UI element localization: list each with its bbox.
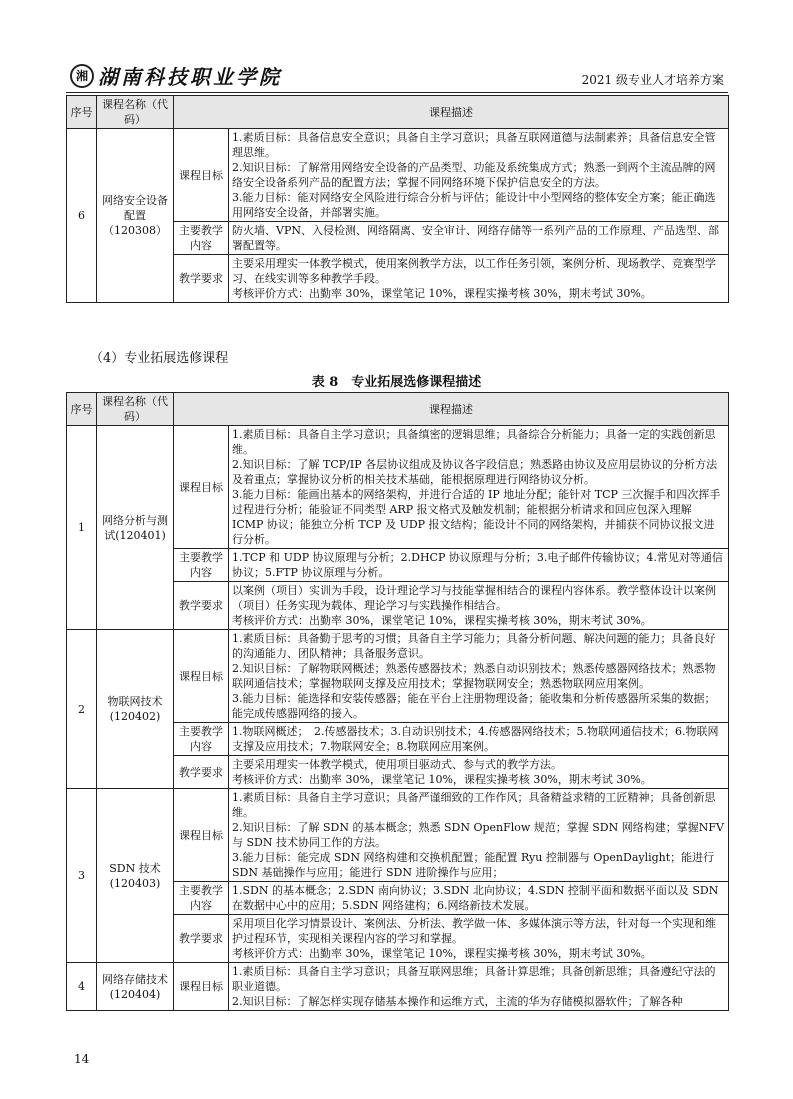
description-type: 课程目标 [174, 426, 229, 549]
description-text [229, 630, 729, 723]
course-name: 物联网技术(120402) [97, 630, 174, 789]
description-type: 课程目标 [174, 789, 229, 882]
school-name: 湖南科技职业学院 [98, 65, 282, 89]
description-line: 1.素质目标：具备信息安全意识；具备自主学习意识；具备互联网道德与法制素养；具备信息安全管理思维。 [232, 131, 716, 159]
description-text [229, 789, 729, 882]
page-number: 14 [74, 1052, 90, 1066]
description-text [229, 582, 729, 630]
description-line: 1.物联网概述； 2.传感器技术；3.自动识别技术；4.传感器网络技术；5.物联网通信技术；6.物联网支撑及应用技术；7.物联网安全；8.物联网应用案例。 [232, 725, 719, 753]
course-name: 网络安全设备配置（120308） [97, 129, 174, 303]
description-text [229, 723, 729, 756]
description-line: 1.素质目标：具备自主学习意识；具备缜密的逻辑思维；具备综合分析能力；具备一定的实践创新思维。 [232, 428, 716, 456]
description-type: 主要教学内容 [174, 549, 229, 582]
description-text [229, 963, 729, 1011]
description-type: 课程目标 [174, 963, 229, 1011]
header-desc: 课程描述 [174, 96, 729, 129]
description-line: 1.素质目标：具备自主学习意识；具备严谨细致的工作作风；具备精益求精的工匠精神；具备创新思维。 [232, 791, 716, 819]
description-type: 教学要求 [174, 756, 229, 789]
description-line: 3.能力目标：能对网络安全风险进行综合分析与评估；能设计中小型网络的整体安全方案；能正确选用网络安全设备，并部署实施。 [232, 191, 716, 219]
table-header-row [67, 393, 729, 426]
header-name: 课程名称（代码） [97, 393, 174, 426]
description-text [229, 255, 729, 303]
description-line: 防火墙、VPN、入侵检测、网络隔离、安全审计、网络存储等一系列产品的工作原理、产品选型、部署配置等。 [232, 224, 719, 252]
table-caption: 表 8 专业拓展选修课程描述 [311, 375, 482, 390]
description-type: 教学要求 [174, 255, 229, 303]
table-row [67, 630, 729, 723]
description-line: 1.SDN 的基本概念；2.SDN 南向协议；3.SDN 北向协议；4.SDN 控制平面和数据平面以及 SDN在数据中心中的应用；5.SDN 网络建构；6.网络新技术发展。 [232, 884, 719, 912]
course-table-1 [66, 95, 729, 303]
description-line: 1.TCP 和 UDP 协议原理与分析；2.DHCP 协议原理与分析；3.电子邮件传输协议；4.常见对等通信协议；5.FTP 协议原理与分析。 [232, 551, 723, 579]
course-name: 网络分析与测试(120401) [97, 426, 174, 630]
header-desc: 课程描述 [174, 393, 729, 426]
table-row [67, 129, 729, 222]
course-number: 3 [67, 789, 97, 963]
description-type: 主要教学内容 [174, 723, 229, 756]
description-line: 考核评价方式：出勤率 30%，课堂笔记 10%，课程实操考核 30%，期末考试 30%。 [232, 287, 652, 300]
description-line: 考核评价方式：出勤率 30%，课堂笔记 10%，课程实操考核 30%，期末考试 30%。 [232, 614, 652, 627]
school-logo: 湘 [70, 64, 94, 88]
description-type: 教学要求 [174, 582, 229, 630]
description-text [229, 756, 729, 789]
header-no: 序号 [67, 96, 97, 129]
description-line: 采用项目化学习情景设计、案例法、分析法、教学做一体、多媒体演示等方法，针对每一个实现和维护过程环节，实现相关课程内容的学习和掌握。 [232, 917, 716, 945]
page-header [66, 62, 728, 93]
description-line: 3.能力目标：能选择和安装传感器；能在平台上注册物理设备；能收集和分析传感器所采集的数据；能完成传感器网络的接入。 [232, 692, 716, 720]
course-number: 2 [67, 630, 97, 789]
description-line: 1.素质目标：具备勤于思考的习惯；具备自主学习能力；具备分析问题、解决问题的能力；具备良好的沟通能力、团队精神；具备服务意识。 [232, 632, 716, 660]
description-type: 教学要求 [174, 915, 229, 963]
course-number: 6 [67, 129, 97, 303]
course-number: 1 [67, 426, 97, 630]
description-text [229, 129, 729, 222]
description-line: 1.素质目标：具备自主学习意识；具备互联网思维；具备计算思维；具备创新思维；具备遵纪守法的职业道德。 [232, 965, 716, 993]
description-line: 考核评价方式：出勤率 30%，课堂笔记 10%，课程实操考核 30%，期末考试 30%。 [232, 947, 652, 960]
course-table-2 [66, 392, 729, 1011]
table-header-row [67, 96, 729, 129]
description-line: 考核评价方式：出勤率 30%，课堂笔记 10%，课程实操考核 30%，期末考试 30%。 [232, 773, 652, 786]
header-no: 序号 [67, 393, 97, 426]
header-name: 课程名称（代码） [97, 96, 174, 129]
description-line: 3.能力目标：能完成 SDN 网络构建和交换机配置；能配置 Ryu 控制器与 OpenDaylight；能进行 SDN 基础操作与应用；能进行 SDN 进阶操作与应用； [232, 851, 715, 879]
description-line: 2.知识目标：了解怎样实现存储基本操作和运维方式，主流的华为存储模拟器软件；了解各种 [232, 995, 683, 1008]
description-line: 2.知识目标：了解 SDN 的基本概念；熟悉 SDN OpenFlow 规范；掌握 SDN 网络构建；掌握NFV 与 SDN 技术协同工作的方法。 [232, 821, 724, 849]
description-type: 课程目标 [174, 630, 229, 723]
section-title: （4）专业拓展选修课程 [90, 351, 229, 366]
description-line: 以案例（项目）实训为手段，设计理论学习与技能掌握相结合的课程内容体系。教学整体设计以案例（项目）任务实现为载体、理论学习与实践操作相结合。 [232, 584, 716, 612]
table-row [67, 426, 729, 549]
table-row [67, 963, 729, 1011]
table-row [67, 789, 729, 882]
course-name: SDN 技术(120403) [97, 789, 174, 963]
description-text [229, 549, 729, 582]
course-number: 4 [67, 963, 97, 1011]
description-line: 2.知识目标：了解物联网概述；熟悉传感器技术；熟悉自动识别技术；熟悉传感器网络技术；熟悉物联网通信技术；掌握物联网支撑及应用技术；掌握物联网安全；熟悉物联网应用案例。 [232, 662, 716, 690]
description-line: 2.知识目标：了解 TCP/IP 各层协议组成及协议各字段信息；熟悉路由协议及应用层协议的分析方法及着重点；掌握协议分析的相关技术基础，能根据原理进行网络协议分析。 [232, 458, 718, 486]
document-title: 2021 级专业人才培养方案 [581, 73, 724, 87]
description-type: 课程目标 [174, 129, 229, 222]
course-name: 网络存储技术(120404) [97, 963, 174, 1011]
description-text [229, 915, 729, 963]
description-line: 2.知识目标：了解常用网络安全设备的产品类型、功能及系统集成方式；熟悉一到两个主流品牌的网络安全设备系列产品的配置方法；掌握不同网络环境下保护信息安全的方法。 [232, 161, 716, 189]
description-text [229, 426, 729, 549]
description-text [229, 882, 729, 915]
description-type: 主要教学内容 [174, 222, 229, 255]
description-type: 主要教学内容 [174, 882, 229, 915]
description-line: 主要采用理实一体教学模式，使用案例教学方法，以工作任务引领，案例分析、现场教学、竞赛型学习、在线实训等多种教学手段。 [232, 257, 716, 285]
description-line: 3.能力目标：能画出基本的网络架构，并进行合适的 IP 地址分配；能针对 TCP 三次握手和四次挥手过程进行分析；能验证不同类型 ARP 报文格式及触发机制；能根据分析请求和回应包深入理解 ICMP 协议；能独立分析 TCP 及 UDP 报文结构；能设计不同的网络架构，并捕获不同协议报文进行分析。 [232, 488, 721, 546]
description-line: 主要采用理实一体教学模式，使用项目驱动式、参与式的教学方法。 [232, 758, 562, 771]
description-text [229, 222, 729, 255]
